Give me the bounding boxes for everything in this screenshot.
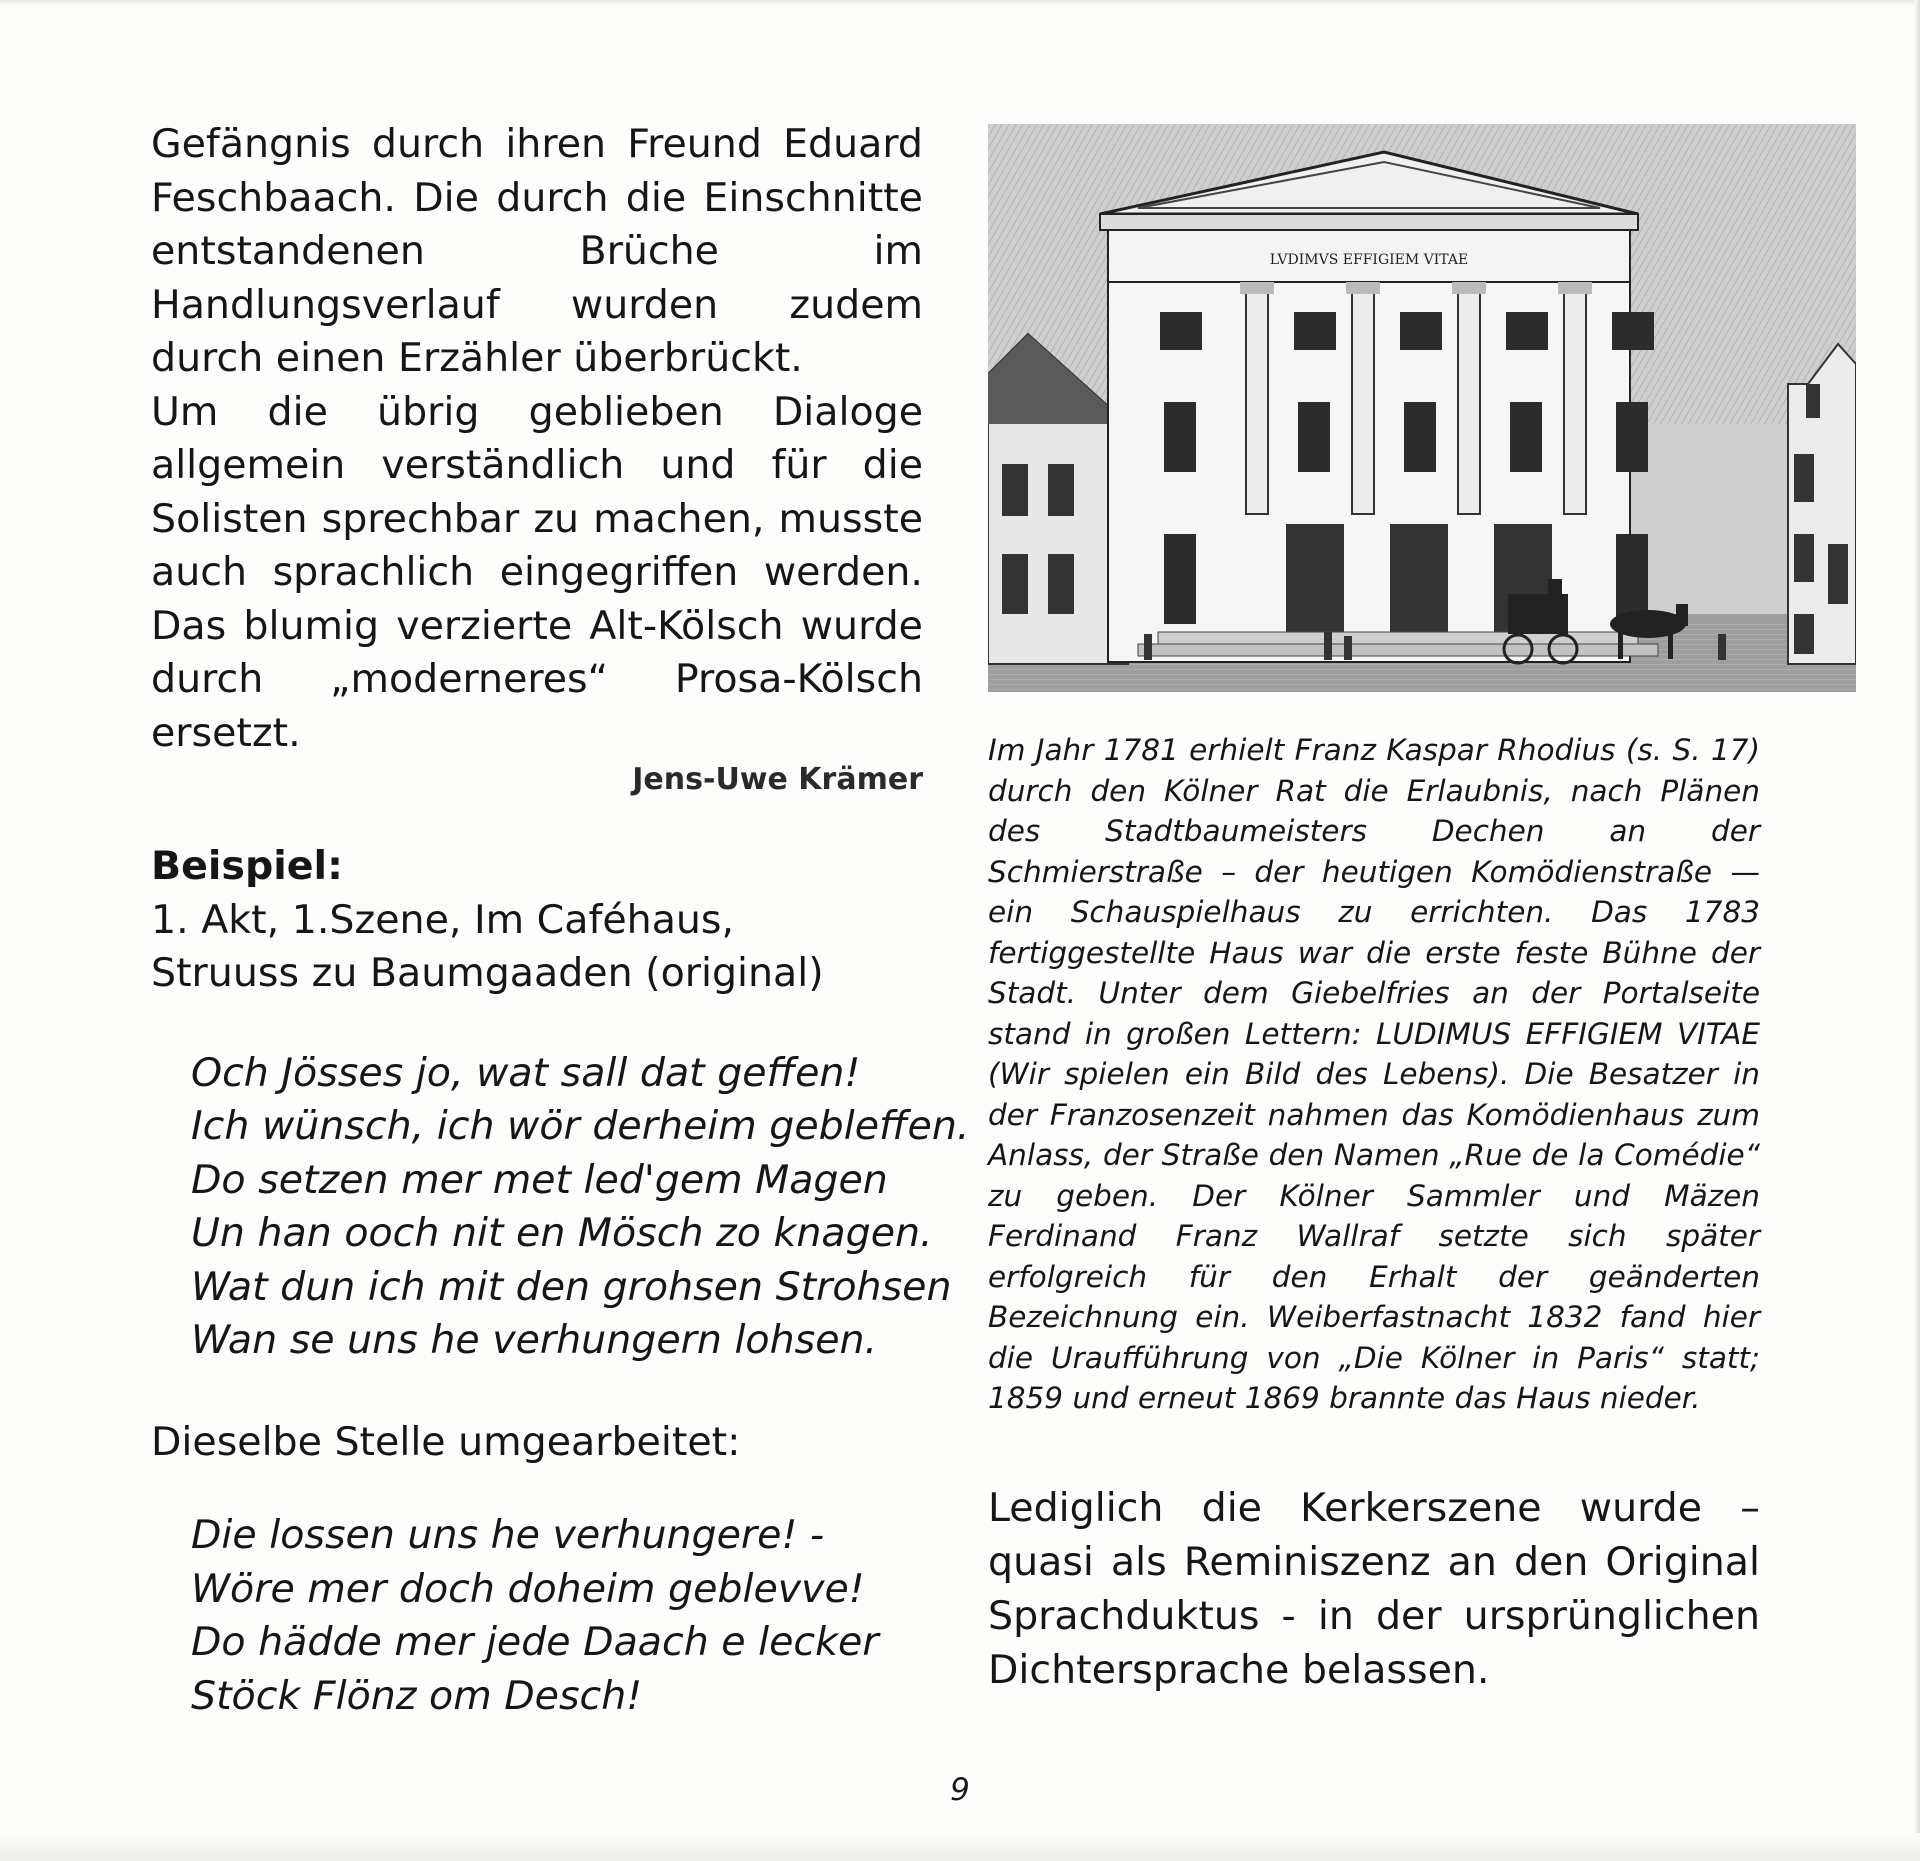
verse-line: Wan se uns he verhungern lohsen. [191,1317,878,1363]
verse-line: Un han ooch nit en Mösch zo knagen. [191,1210,933,1256]
verse-original [191,1047,970,1368]
revised-heading: Dieselbe Stelle umgearbeitet: [151,1418,741,1465]
verse-revised [191,1509,923,1723]
scene-label: 1. Akt, 1.Szene, Im Caféhaus, [151,896,735,943]
scene-title: Struuss zu Baumgaaden (original) [151,950,824,996]
paragraph-intro: Gefängnis durch ihren Freund Eduard Feschbaach. Die durch die Einschnitte entstandenen Brüche im Handlungsverlauf wurden zudem durch einen Erzähler überbrückt. [151,121,923,381]
verse-line: Ich wünsch, ich wör derheim gebleffen. [191,1103,970,1149]
image-caption: Im Jahr 1781 erhielt Franz Kaspar Rhodius (s. S. 17) durch den Kölner Rat die Erlaubnis, nach Plänen des Stadtbaumeisters Dechen an der Schmierstraße – der heutigen Komödienstraße — ein Schauspielhaus zu errichten. Das 1783 fertiggestellte Haus war die erste feste Bühne der Stadt. Unter dem Giebelfries an der Portalseite stand in großen Lettern: LUDIMUS EFFIGIEM VITAE (Wir spielen ein Bild des Lebens). Die Besatzer in der Franzosenzeit nahmen das Komödienhaus zum Anlass, der Straße den Namen „Rue de la Comédie“ zu geben. Der Kölner Sammler und Mäzen Ferdinand Franz Wallraf setzte sich später erfolgreich für den Erhalt der geänderten Bezeichnung ein. Weiberfastnacht 1832 fand hier die Uraufführung von „Die Kölner in Paris“ statt; 1859 und erneut 1869 brannte das Haus nieder. [988,733,1760,1415]
verse-line: Die lossen uns he verhungere! - [191,1512,825,1558]
right-column [988,124,1760,1736]
verse-line: Do hädde mer jede Daach e lecker [191,1619,879,1665]
paragraph-kerkerszene: Lediglich die Kerkerszene wurde – quasi als Reminiszenz an den Original Sprachduktus - in der ursprünglichen Dichtersprache belassen. [988,1484,1760,1693]
verse-line: Wat dun ich mit den grohsen Strohsen [191,1263,952,1310]
verse-line: Wöre mer doch doheim geblevve! [191,1565,865,1612]
paragraph-dialogue: Um die übrig geblieben Dialoge allgemein verständlich und für die Solisten sprechbar zu machen, musste auch sprachlich eingegriffen werden. Das blumig verzierte Alt-Kölsch wurde durch „moderneres“ Prosa-Kölsch ersetzt. [151,388,923,756]
verse-line: Och Jösses jo, wat sall dat geffen! [191,1049,861,1096]
theatre-engraving-image [988,124,1856,692]
theatre-engraving-icon [988,124,1856,692]
frieze-inscription: LVDIMVS EFFIGIEM VITAE [1269,252,1469,268]
page-edge-right [1914,0,1920,1861]
example-heading: Beispiel: [151,843,343,889]
author-name: Jens-Uwe Krämer [632,762,923,797]
left-column [151,118,970,1723]
page-number: 9 [950,1772,970,1808]
verse-line: Stöck Flönz om Desch! [191,1672,643,1719]
page-edge-top [0,0,1920,6]
page-edge-bottom [0,1833,1920,1861]
verse-line: Do setzen mer met led'gem Magen [191,1156,888,1203]
